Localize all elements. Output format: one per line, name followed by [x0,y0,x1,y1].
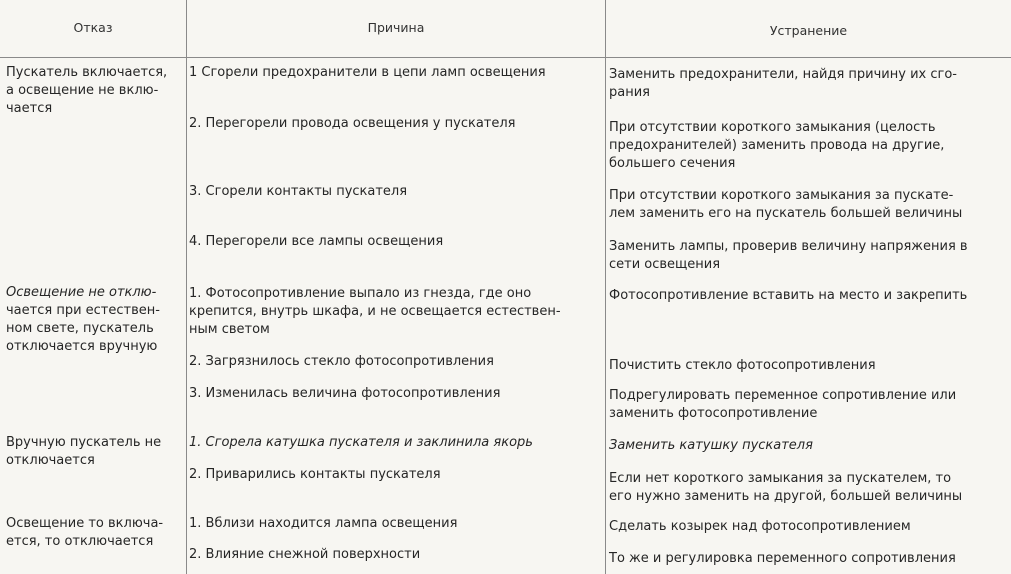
fix-line: Заменить катушку пускателя [609,438,813,453]
cause-cell [189,546,420,564]
cause-line: 1. Сгорела катушка пускателя и заклинила якорь [189,435,533,450]
cause-line: 1. Вблизи находится лампа освещения [189,516,458,531]
fix-line: рания [609,85,650,100]
fix-line: Почистить стекло фотосопротивления [609,358,876,373]
fault-line: чается [6,101,53,116]
fault-line: а освещение не вклю- [6,83,159,98]
cause-line: 2. Влияние снежной поверхности [189,547,421,562]
fault-cell [6,434,161,470]
fix-cell [609,238,968,274]
fix-cell [609,287,967,305]
header-cause: Причина [367,20,425,35]
cause-line: крепится, внутрь шкафа, и не освещается естествен- [189,304,561,319]
fault-cell [6,64,167,118]
fix-line: Если нет короткого замыкания за пускателем, то [609,471,952,486]
fix-line: Сделать козырек над фотосопротивлением [609,519,911,534]
cause-line: 1. Фотосопротивление выпало из гнезда, где оно [189,286,532,301]
fix-cell [609,437,813,455]
fault-line: Освещение не отклю- [6,285,157,300]
cause-line: 4. Перегорели все лампы освещения [189,234,444,249]
cause-line: 2. Перегорели провода освещения у пускателя [189,116,516,131]
fix-line: его нужно заменить на другой, большей величины [609,489,963,504]
cause-line: 1 Сгорели предохранители в цепи ламп освещения [189,65,546,80]
fix-line: заменить фотосопротивление [609,406,818,421]
fault-line: ном свете, пускатель [6,321,154,336]
fault-line: чается при естествен- [6,303,160,318]
fault-cell [6,284,160,356]
fix-cell [609,119,944,173]
cause-cell [189,434,533,452]
fix-cell [609,518,911,536]
fix-line: лем заменить его на пускатель большей величины [609,206,963,221]
header-fix: Устранение [769,23,848,38]
cause-line: 3. Сгорели контакты пускателя [189,184,408,199]
column-divider [186,0,187,574]
cause-cell [189,233,443,251]
cause-cell [189,353,494,371]
cause-cell [189,64,546,82]
cause-cell [189,385,500,403]
fix-line: При отсутствии короткого замыкания (целость [609,120,936,135]
fix-line: Заменить предохранители, найдя причину их сго- [609,67,957,82]
cause-line: ным светом [189,322,270,337]
cause-line: 2. Загрязнилось стекло фотосопротивления [189,354,494,369]
fix-line: большего сечения [609,156,736,171]
fault-line: ется, то отключается [6,534,154,549]
fault-line: отключается [6,453,95,468]
fix-line: То же и регулировка переменного сопротивления [609,551,956,566]
fix-line: сети освещения [609,257,721,272]
header-fault: Отказ [73,20,113,35]
fix-line: Фотосопротивление вставить на место и закрепить [609,288,968,303]
fix-line: Заменить лампы, проверив величину напряжения в [609,239,968,254]
header-divider [0,57,1011,58]
fix-cell [609,187,962,223]
fix-cell [609,66,957,102]
cause-cell [189,115,515,133]
cause-line: 3. Изменилась величина фотосопротивления [189,386,501,401]
fault-cell [6,515,163,551]
fix-line: предохранителей) заменить провода на другие, [609,138,945,153]
fix-cell [609,357,876,375]
fix-line: Подрегулировать переменное сопротивление или [609,388,957,403]
cause-line: 2. Приварились контакты пускателя [189,467,441,482]
cause-cell [189,466,441,484]
fault-line: Освещение то включа- [6,516,164,531]
fault-line: Пускатель включается, [6,65,168,80]
fix-cell [609,550,956,568]
cause-cell [189,515,457,533]
fix-cell [609,470,962,506]
column-divider [605,0,606,574]
fault-line: Вручную пускатель не [6,435,162,450]
cause-cell [189,183,407,201]
fault-line: отключается вручную [6,339,158,354]
cause-cell [189,285,561,339]
fix-cell [609,387,956,423]
fix-line: При отсутствии короткого замыкания за пускате- [609,188,954,203]
